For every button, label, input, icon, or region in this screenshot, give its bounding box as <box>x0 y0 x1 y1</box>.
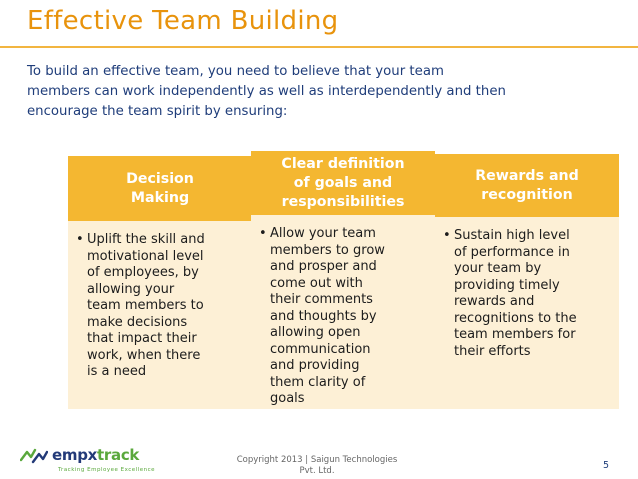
copyright-notice <box>222 455 412 477</box>
column-header <box>251 151 435 215</box>
bullet-line: team members to <box>87 298 204 313</box>
bullet-text <box>87 232 205 381</box>
bullet-line: goals <box>270 391 305 406</box>
column-clear-definition <box>251 151 435 409</box>
bullet-line: allowing your <box>87 281 175 297</box>
bullet-line: make decisions <box>87 314 188 330</box>
intro-paragraph <box>27 62 617 122</box>
bullet-line: of performance in <box>454 244 570 260</box>
intro-line: members can work independently as well as interdependently and then <box>27 84 506 99</box>
bullet-line: Allow your team <box>270 226 376 241</box>
logo-mark-icon <box>20 448 48 464</box>
column-header-line: Making <box>130 189 190 206</box>
bullet-line: members to grow <box>270 242 385 258</box>
bullet-line: is a need <box>87 364 147 379</box>
column-header-line: responsibilities <box>281 193 405 210</box>
copyright-line: Copyright 2013 | Saigun Technologies <box>236 455 398 465</box>
bullet-line: and thoughts by <box>270 308 377 324</box>
bullet-line: Uplift the skill and <box>87 232 205 247</box>
column-header <box>68 156 252 221</box>
bullet-line: them clarity of <box>270 374 366 390</box>
bullet-line: and providing <box>270 358 360 373</box>
column-header-line: recognition <box>481 186 573 203</box>
logo-main: empx <box>52 446 98 464</box>
bullet-icon: • <box>259 226 267 241</box>
column-decision-making <box>68 151 252 409</box>
bullet-line: rewards and <box>454 294 535 309</box>
bullet-line: communication <box>270 341 371 357</box>
bullet-line: providing timely <box>454 277 560 293</box>
logo-tagline: Tracking Employee Excellence <box>58 467 156 473</box>
bullet-line: Sustain high level <box>454 228 570 243</box>
logo-accent: track <box>97 446 140 464</box>
bullet-icon: • <box>443 228 451 243</box>
logo-wordmark <box>52 446 139 464</box>
bullet-line: work, when there <box>87 347 201 363</box>
bullet-line: recognitions to the <box>454 310 577 326</box>
column-header <box>435 154 619 217</box>
copyright-line: Pvt. Ltd. <box>299 466 335 476</box>
column-header-line: Decision <box>126 170 194 187</box>
intro-line: To build an effective team, you need to believe that your team <box>27 64 444 79</box>
bullet-line: and prosper and <box>270 259 377 274</box>
title-divider <box>0 46 638 48</box>
bullet-line: motivational level <box>87 248 204 264</box>
bullet-text <box>270 226 385 408</box>
column-body <box>68 221 252 409</box>
column-header-line: Clear definition <box>281 155 405 172</box>
bullet-line: team members for <box>454 327 576 342</box>
bullet-line: your team by <box>454 261 542 276</box>
slide-title: Effective Team Building <box>27 6 339 36</box>
bullet-line: their efforts <box>454 343 531 359</box>
column-header-line: Rewards and <box>475 167 579 184</box>
column-rewards-recognition <box>435 151 619 409</box>
bullet-icon: • <box>76 232 84 247</box>
bullet-line: their comments <box>270 292 373 307</box>
column-body <box>435 217 619 409</box>
bullet-line: that impact their <box>87 331 197 346</box>
page-number: 5 <box>603 460 610 471</box>
bullet-line: allowing open <box>270 325 361 340</box>
bullet-line: of employees, by <box>87 265 199 280</box>
intro-line: encourage the team spirit by ensuring: <box>27 104 288 119</box>
column-header-line: of goals and <box>293 174 393 191</box>
bullet-text <box>454 228 577 360</box>
column-body <box>251 215 435 409</box>
bullet-line: come out with <box>270 275 363 291</box>
